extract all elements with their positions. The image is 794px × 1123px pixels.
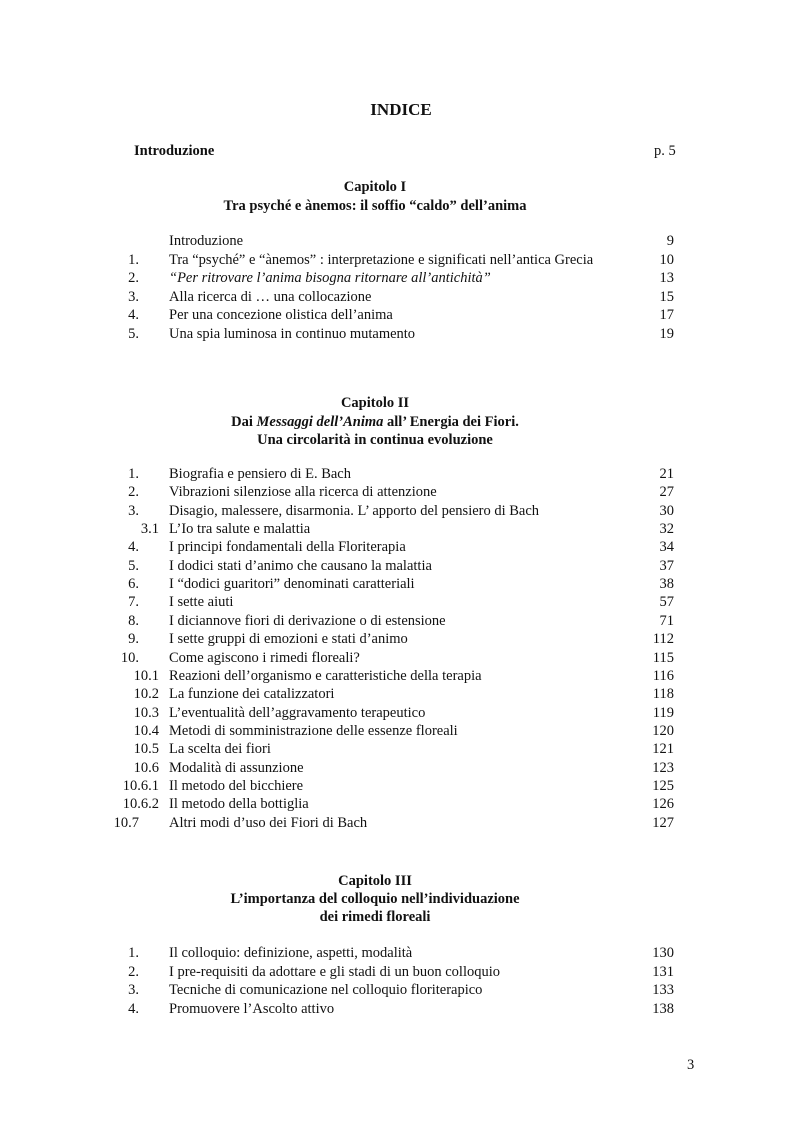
toc-entry-number: 10.1 bbox=[133, 667, 159, 684]
page-number: 3 bbox=[687, 1057, 695, 1073]
toc-entry-title: Vibrazioni silenziose alla ricerca di attenzione bbox=[169, 484, 437, 501]
toc-entry-page: 9 bbox=[666, 233, 674, 249]
toc-entry-page: 131 bbox=[652, 963, 674, 980]
toc-entry-title: I pre-requisiti da adottare e gli stadi di un buon colloquio bbox=[169, 963, 501, 980]
toc-entry-number: 7. bbox=[128, 594, 139, 611]
toc-entry-page: 115 bbox=[652, 649, 674, 666]
chapter-subtitle-part: dei rimedi floreali bbox=[319, 909, 431, 925]
toc-entry-number: 2. bbox=[128, 484, 139, 501]
chapter-heading: Capitolo III bbox=[338, 873, 412, 889]
toc-entry-page: 30 bbox=[659, 502, 674, 519]
toc-entry bbox=[0, 814, 794, 833]
toc-entry-title: Biografia e pensiero di E. Bach bbox=[169, 466, 351, 482]
chapter-subtitle bbox=[0, 197, 750, 216]
chapter-subtitle bbox=[0, 890, 750, 909]
toc-entry-title: Alla ricerca di … una collocazione bbox=[169, 288, 372, 305]
toc-entry-page: 120 bbox=[652, 722, 674, 739]
toc-entry-title: La funzione dei catalizzatori bbox=[169, 686, 335, 703]
toc-entry bbox=[0, 593, 794, 612]
toc-entry bbox=[0, 465, 794, 484]
toc-entry-number: 2. bbox=[128, 963, 139, 980]
toc-entry-title: Tecniche di comunicazione nel colloquio floriterapico bbox=[169, 982, 483, 999]
toc-entry-title: Come agiscono i rimedi floreali? bbox=[169, 649, 360, 666]
toc-entry-number: 3. bbox=[128, 502, 139, 519]
toc-entry-page: 71 bbox=[659, 612, 674, 629]
toc-entry-page: 57 bbox=[659, 594, 674, 611]
toc-entry-page: 125 bbox=[652, 777, 674, 794]
toc-entry-page: 37 bbox=[659, 557, 674, 574]
toc-entry bbox=[0, 483, 794, 502]
toc-entry bbox=[0, 740, 794, 759]
toc-entry-page: 133 bbox=[652, 982, 674, 999]
toc-entry-page: 127 bbox=[652, 814, 674, 831]
toc-entry-number: 10.2 bbox=[133, 686, 159, 703]
chapter-subtitle bbox=[0, 413, 750, 432]
toc-entry-title: “Per ritrovare l’anima bisogna ritornare all’antichità” bbox=[169, 270, 491, 287]
toc-entry-title: La scelta dei fiori bbox=[169, 741, 271, 758]
toc-entry-page: 116 bbox=[652, 667, 674, 684]
toc-entry-title: Introduzione bbox=[169, 233, 244, 249]
toc-entry-page: 118 bbox=[652, 686, 674, 703]
toc-entry-page: 130 bbox=[652, 945, 674, 961]
toc-entry-page: 126 bbox=[652, 796, 674, 813]
toc-entry bbox=[0, 685, 794, 704]
toc-entry-number: 5. bbox=[128, 557, 139, 574]
toc-entry bbox=[0, 944, 794, 963]
toc-entry-page: 112 bbox=[652, 631, 674, 648]
toc-entry-title: Modalità di assunzione bbox=[169, 759, 304, 776]
toc-entry-page: 32 bbox=[659, 521, 674, 538]
toc-entry bbox=[0, 288, 794, 307]
chapter-subtitle-part: L’importanza del colloquio nell’individuazione bbox=[230, 891, 520, 907]
toc-entry-number: 10.5 bbox=[133, 741, 159, 758]
toc-entry-number: 4. bbox=[128, 307, 139, 324]
toc-entry-title: Disagio, malessere, disarmonia. L’ apporto del pensiero di Bach bbox=[169, 502, 540, 519]
chapter-heading: Capitolo I bbox=[343, 179, 407, 195]
toc-entry-number: 9. bbox=[128, 631, 139, 648]
toc-entry-page: 119 bbox=[652, 704, 674, 721]
toc-entry-page: 17 bbox=[659, 307, 674, 324]
toc-entry bbox=[0, 325, 794, 344]
toc-entry-number: 4. bbox=[128, 539, 139, 556]
toc-entry-page: 15 bbox=[659, 288, 674, 305]
toc-entry-number: 3. bbox=[128, 982, 139, 999]
toc-entry-title: Reazioni dell’organismo e caratteristiche della terapia bbox=[169, 667, 482, 684]
toc-entry-number: 10.6.2 bbox=[122, 796, 159, 813]
toc-entry-number: 6. bbox=[128, 576, 139, 593]
toc-entry-title: L’Io tra salute e malattia bbox=[169, 521, 311, 538]
toc-entry-number: 10. bbox=[120, 649, 139, 666]
toc-entry bbox=[0, 575, 794, 594]
toc-entry bbox=[0, 759, 794, 778]
toc-entry-title: Il metodo del bicchiere bbox=[169, 777, 304, 794]
toc-entry bbox=[0, 502, 794, 521]
chapter-subtitle-part: all’ Energia dei Fiori. bbox=[383, 414, 519, 430]
toc-entry bbox=[0, 981, 794, 1000]
toc-entry bbox=[0, 557, 794, 576]
toc-entry-number: 10.6 bbox=[133, 759, 159, 776]
toc-entry-title: I “dodici guaritori” denominati caratteriali bbox=[169, 576, 415, 593]
toc-entry-number: 1. bbox=[128, 945, 139, 961]
toc-entry bbox=[0, 232, 794, 251]
toc-entry bbox=[0, 520, 794, 539]
toc-entry-title: I sette aiuti bbox=[169, 594, 234, 611]
toc-entry-title: Per una concezione olistica dell’anima bbox=[169, 307, 393, 324]
toc-entry-title: I principi fondamentali della Floriterapia bbox=[169, 539, 406, 556]
toc-entry bbox=[0, 795, 794, 814]
intro-page-number: p. 5 bbox=[654, 143, 676, 159]
toc-entry-number: 4. bbox=[128, 1000, 139, 1017]
toc-entry bbox=[0, 269, 794, 288]
toc-entry-page: 13 bbox=[659, 270, 674, 287]
toc-entry-number: 3. bbox=[128, 288, 139, 305]
toc-entry bbox=[0, 538, 794, 557]
toc-entry-number: 10.6.1 bbox=[122, 777, 159, 794]
toc-entry-page: 121 bbox=[652, 741, 674, 758]
toc-entry-page: 38 bbox=[659, 576, 674, 593]
toc-entry bbox=[0, 722, 794, 741]
toc-entry-page: 27 bbox=[659, 484, 674, 501]
toc-entry-number: 8. bbox=[128, 612, 139, 629]
toc-entry bbox=[0, 667, 794, 686]
toc-entry-number: 1. bbox=[128, 251, 139, 268]
toc-entry-number: 5. bbox=[128, 326, 139, 342]
toc-entry bbox=[0, 251, 794, 270]
toc-entry-title: L’eventualità dell’aggravamento terapeutico bbox=[169, 704, 426, 721]
page-title: INDICE bbox=[370, 100, 432, 119]
toc-entry-title: Il colloquio: definizione, aspetti, modalità bbox=[169, 945, 413, 961]
toc-entry bbox=[0, 1000, 794, 1019]
toc-entry bbox=[0, 612, 794, 631]
toc-entry-title: I sette gruppi di emozioni e stati d’animo bbox=[169, 631, 408, 648]
toc-entry-number: 1. bbox=[128, 466, 139, 482]
toc-entry bbox=[0, 630, 794, 649]
toc-entry-title: Il metodo della bottiglia bbox=[169, 796, 309, 813]
chapter-subtitle bbox=[0, 908, 750, 927]
toc-entry bbox=[0, 649, 794, 668]
chapter-subtitle-part: Messaggi dell’Anima bbox=[256, 414, 384, 430]
toc-entry-number: 2. bbox=[128, 270, 139, 287]
toc-entry-page: 21 bbox=[659, 466, 674, 482]
toc-entry-title: Metodi di somministrazione delle essenze floreali bbox=[169, 722, 458, 739]
toc-entry bbox=[0, 704, 794, 723]
toc-entry-page: 138 bbox=[652, 1000, 674, 1017]
toc-entry-page: 19 bbox=[659, 326, 674, 342]
toc-entry bbox=[0, 777, 794, 796]
chapter-heading: Capitolo II bbox=[340, 395, 410, 411]
toc-entry-number: 3.1 bbox=[140, 521, 159, 538]
toc-entry-number: 10.7 bbox=[113, 814, 139, 831]
toc-entry-title: I dodici stati d’animo che causano la malattia bbox=[169, 557, 432, 574]
chapter-subtitle-part: Tra psyché e ànemos: il soffio “caldo” dell’anima bbox=[223, 198, 527, 214]
toc-entry-page: 34 bbox=[659, 539, 674, 556]
toc-entry-title: Tra “psyché” e “ànemos” : interpretazione e significati nell’antica Grecia bbox=[169, 251, 594, 268]
toc-entry-page: 123 bbox=[652, 759, 674, 776]
toc-entry-page: 10 bbox=[659, 251, 674, 268]
chapter-subtitle bbox=[0, 431, 750, 450]
toc-entry bbox=[0, 306, 794, 325]
intro-label: Introduzione bbox=[134, 143, 215, 159]
toc-entry-number: 10.4 bbox=[133, 722, 159, 739]
chapter-subtitle-part: Una circolarità in continua evoluzione bbox=[257, 432, 493, 448]
toc-entry-title: Una spia luminosa in continuo mutamento bbox=[169, 326, 416, 342]
chapter-subtitle-part: Dai bbox=[231, 414, 257, 430]
toc-entry-title: I diciannove fiori di derivazione o di estensione bbox=[169, 612, 446, 629]
toc-entry-title: Altri modi d’uso dei Fiori di Bach bbox=[169, 814, 368, 831]
toc-entry-title: Promuovere l’Ascolto attivo bbox=[169, 1000, 335, 1017]
toc-entry-number: 10.3 bbox=[133, 704, 159, 721]
toc-entry bbox=[0, 963, 794, 982]
